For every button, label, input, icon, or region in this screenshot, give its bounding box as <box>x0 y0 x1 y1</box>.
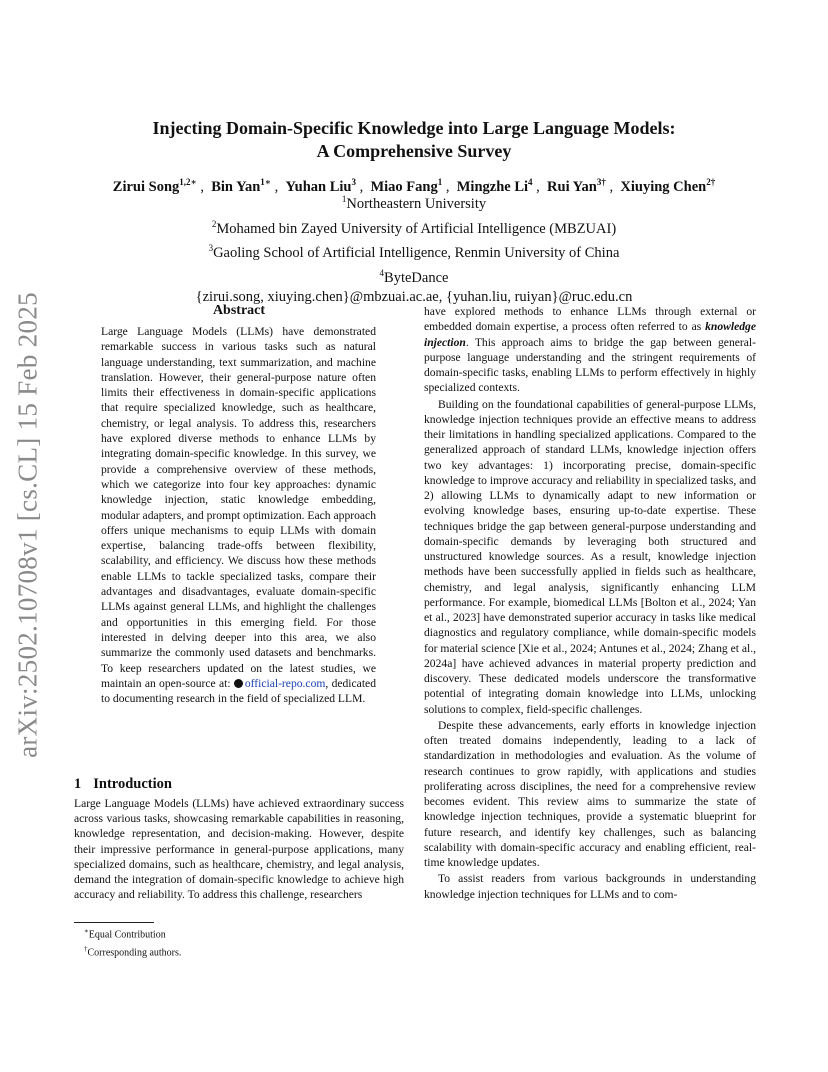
footnote-corresponding: †Corresponding authors. <box>84 945 182 959</box>
abstract-body: Large Language Models (LLMs) have demonstrated remarkable success in various tasks such as natural language understanding, text summarization, and machine translation. However, their general-purpose nature often limits their effectiveness in domain-specific applications that require specialized knowledge, such as healthcare, chemistry, or legal analysis. To address this, researchers have explored diverse methods to enhance LLMs by integrating domain-specific knowledge. In this survey, we provide a comprehensive overview of these methods, which we categorize into four key approaches: dynamic knowledge injection, static knowledge embedding, modular adapters, and prompt optimization. Each approach offers unique mechanisms to equip LLMs with domain expertise, balancing trade-offs between flexibility, scalability, and efficiency. We discuss how these methods enable LLMs to tackle specialized tasks, compare their advantages and disadvantages, evaluate domain-specific LLMs against general LLMs, and highlight the challenges and opportunities in this emerging field. For those interested in delving deeper into this area, we also summarize the commonly used datasets and benchmarks. To keep researchers updated on the latest studies, we maintain an open-source at: official-repo.com, dedicated to documenting research in the field of specialized LLM. <box>101 325 376 706</box>
affiliation-4: $^4$ByteDance <box>379 267 449 286</box>
author-4: Miao Fang$^1$ <box>370 177 443 195</box>
right-paragraph-2: Building on the foundational capabilities of general-purpose LLMs, knowledge injection techniques provide an effective means to address their limitations in handling specialized applications. Compared to the generalized approach of standard LLMs, knowledge injection offers two key advantages: 1) incorporating precise, domain-specific knowledge to improve accuracy and reliability in specialized tasks, and 2) allowing LLMs to dynamically adapt to new information or evolving knowledge bases, ensuring up-to-date expertise. These techniques bridge the gap between general-purpose understanding and domain-specific demands by leveraging both structured and unstructured knowledge sources. As a result, knowledge injection methods have been successfully applied in fields such as healthcare, chemistry, and legal analysis, significantly enhancing LLM performance. For example, biomedical LLMs [Bolton et al., 2024; Yan et al., 2023] have demonstrated superior accuracy in tasks like medical diagnostics and regulatory compliance, while domain-specific models for material science [Xie et al., 2024; Antunes et al., 2024; Zhang et al., 2024a] have achieved advances in material property prediction and discovery. These dedicated models underscore the transformative potential of integrating domain knowledge into LLMs, unlocking solutions to complex, field-specific challenges. <box>424 397 756 716</box>
author-6: Rui Yan$^{3\dagger}$ <box>547 177 606 195</box>
author-3: Yuhan Liu$^3$ <box>285 177 356 195</box>
repo-link[interactable]: official-repo.com <box>244 676 326 690</box>
author-7: Xiuying Chen$^{2\dagger}$ <box>620 177 716 195</box>
title-line-1: Injecting Domain-Specific Knowledge into Large Language Models: <box>152 118 676 138</box>
right-paragraph-4: To assist readers from various backgrounds in understanding knowledge injection techniques for LLMs and to com- <box>424 872 756 901</box>
author-5: Mingzhe Li$^4$ <box>456 177 533 195</box>
affiliation-3: $^3$Gaoling School of Artificial Intelligence, Renmin University of China <box>208 243 620 261</box>
footnote-equal: ∗Equal Contribution <box>84 927 166 941</box>
abstract-heading: Abstract <box>212 303 266 318</box>
author-1: Zirui Song$^{1,2∗}$ <box>112 177 197 195</box>
right-paragraph-3: Despite these advancements, early efforts in knowledge injection often treated domains independently, leading to a lack of standardization in methodologies and evaluation. As the volume of research continues to grow rapidly, with applications and studies proliferating across disciplines, the need for a comprehensive review becomes evident. This review aims to summarize the state of knowledge injection techniques, provide a systematic blueprint for future research, and identify key challenges, such as balancing scalability with domain-specific accuracy and enabling efficient, real-time knowledge updates. <box>424 718 756 869</box>
footnote-rule <box>74 922 154 923</box>
author-emails: {zirui.song, xiuying.chen}@mbzuai.ac.ae, {yuhan.liu, ruiyan}@ruc.edu.cn <box>195 289 633 306</box>
author-2: Bin Yan$^{1∗}$ <box>211 177 271 195</box>
affiliation-2: $^2$Mohamed bin Zayed University of Artificial Intelligence (MBZUAI) <box>211 218 617 237</box>
intro-paragraph: Large Language Models (LLMs) have achieved extraordinary success across various tasks, showcasing remarkable capabilities in reasoning, knowledge representation, and decision-making. However, despite their impressive performance in general-purpose applications, many specialized domains, such as healthcare, chemistry, and legal analysis, demand the integration of domain-specific knowledge to achieve high accuracy and reliability. To address this challenge, researchers <box>74 797 404 902</box>
author-list: Zirui Song$^{1,2∗}$ , Bin Yan$^{1∗}$ , Yuhan Liu$^3$ , Miao Fang$^1$ , Mingzhe Li$^4$ , Rui Yan$^{3\dagger}$ , Xiuying Chen$^{2\dagger}$ <box>112 177 716 195</box>
right-column <box>424 304 756 902</box>
github-icon <box>234 679 243 688</box>
right-paragraph-1: have explored methods to enhance LLMs through external or embedded domain expertise, a process often referred to as knowledge injection. This approach aims to bridge the gap between general-purpose language understanding and the stringent requirements of domain-specific tasks, enabling LLMs to perform effectively in highly specialized contexts. <box>424 305 756 395</box>
arxiv-stamp: arXiv:2502.10708v1 [cs.CL] 15 Feb 2025 <box>12 292 43 758</box>
footnotes <box>84 924 181 961</box>
affiliation-1: $^1$Northeastern University <box>341 194 487 212</box>
affiliations <box>74 190 754 308</box>
paper-title <box>74 117 754 163</box>
title-line-2: A Comprehensive Survey <box>316 141 512 161</box>
section-heading-introduction: 1 Introduction <box>74 776 172 792</box>
